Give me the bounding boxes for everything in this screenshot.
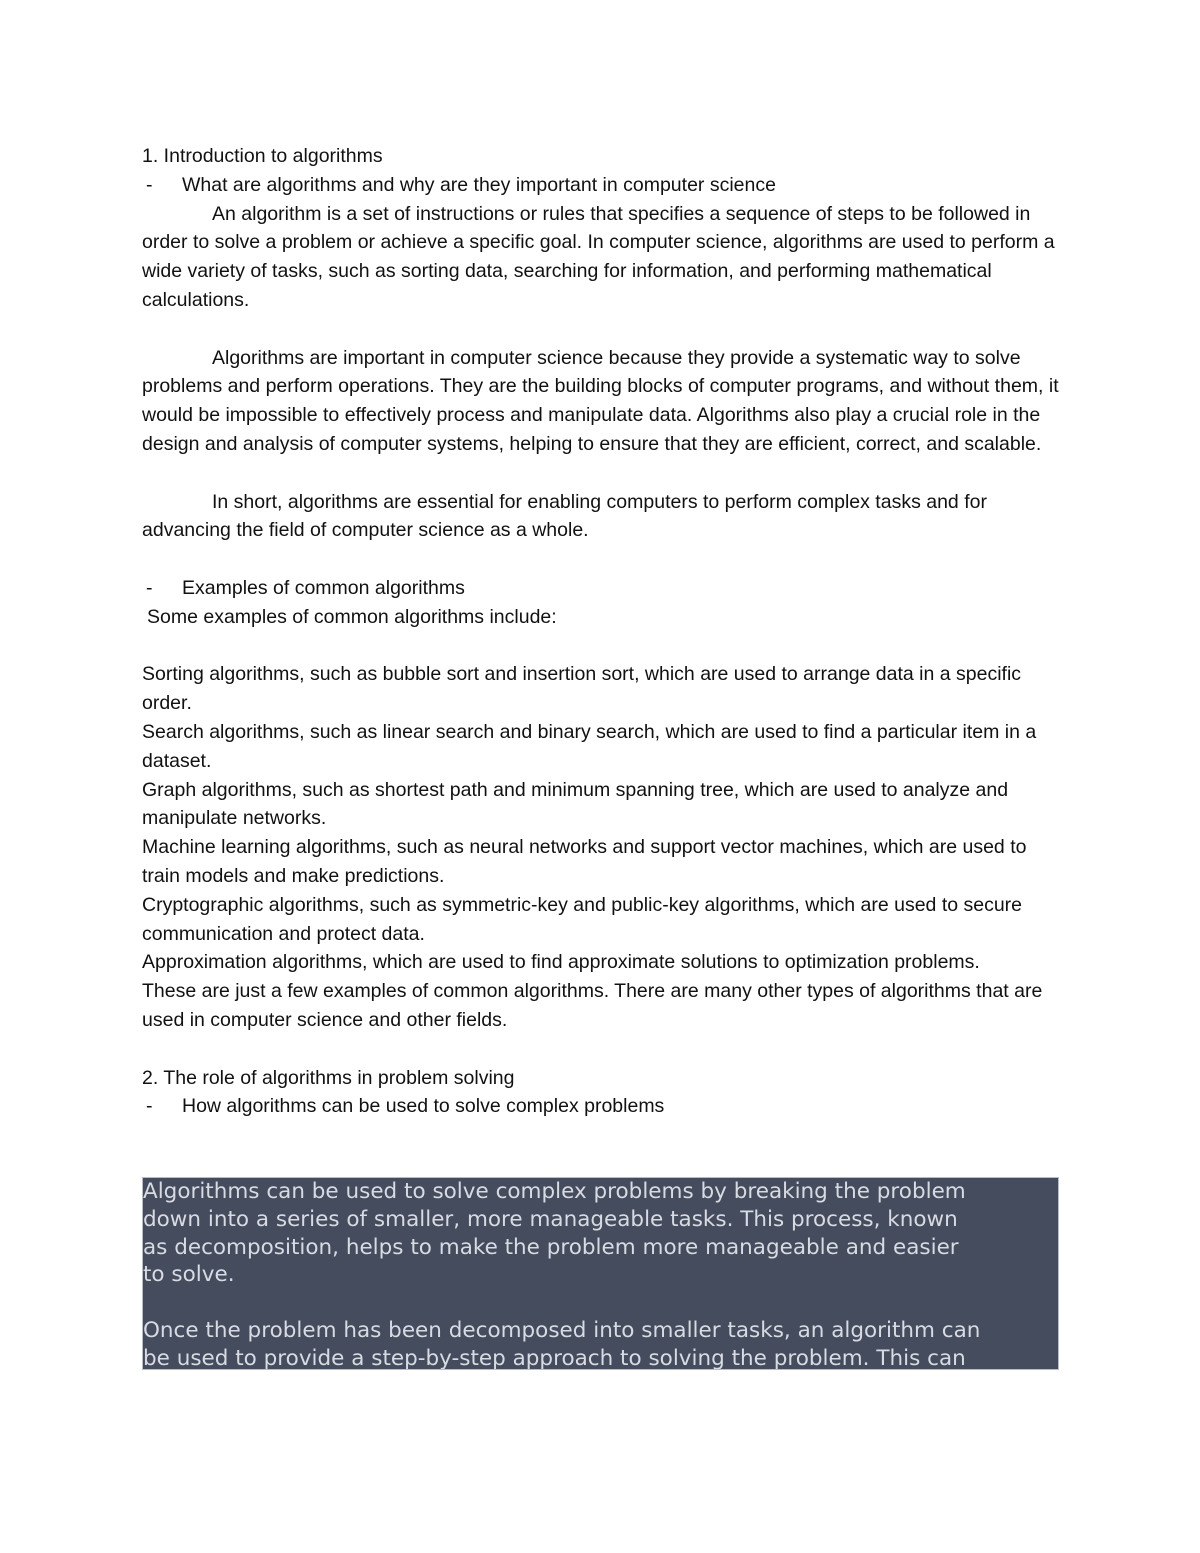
bullet-dash: - <box>146 1095 153 1118</box>
highlighted-text-block[interactable] <box>142 1177 1059 1370</box>
example-item: Sorting algorithms, such as bubble sort and insertion sort, which are used to arrange data in a specific order. <box>142 663 1022 715</box>
example-item: Cryptographic algorithms, such as symmetric-key and public-key algorithms, which are used to secure communication and protect data. <box>142 893 1023 945</box>
bullet-dash: - <box>146 576 153 599</box>
highlight-line: to solve. <box>143 1262 235 1288</box>
section-1-heading: 1. Introduction to algorithms <box>142 145 383 167</box>
examples-intro: Some examples of common algorithms include: <box>147 605 557 628</box>
highlight-line: down into a series of smaller, more manageable tasks. This process, known <box>143 1206 958 1232</box>
highlight-line: be used to provide a step-by-step approach to solving the problem. This can <box>143 1345 966 1370</box>
spacer <box>142 459 1062 488</box>
bullet-text: How algorithms can be used to solve complex problems <box>182 1095 665 1118</box>
paragraph-summary: In short, algorithms are essential for enabling computers to perform complex tasks and for advancing the field of computer science as a whole. <box>142 490 987 542</box>
section-1-bullet-examples <box>142 574 1062 603</box>
paragraph-importance: Algorithms are important in computer science because they provide a systematic way to solve problems and perform operations. They are the building blocks of computer programs, and without them, it would be impossible to effectively process and manipulate data. Algorithms also play a crucial role in the design and analysis of computer systems, helping to ensure that they are efficient, correct, and scalable. <box>142 346 1059 455</box>
highlight-blank-line <box>143 1289 1058 1317</box>
paragraph-definition: An algorithm is a set of instructions or rules that specifies a sequence of steps to be followed in order to solve a problem or achieve a specific goal. In computer science, algorithms are used to perform a wide variety of tasks, such as sorting data, searching for information, and performing mathematical calculations. <box>142 202 1055 311</box>
highlight-line: Once the problem has been decomposed into smaller tasks, an algorithm can <box>143 1317 981 1343</box>
section-2-heading: 2. The role of algorithms in problem solving <box>142 1066 515 1089</box>
spacer <box>142 1035 1062 1064</box>
highlight-line: as decomposition, helps to make the problem more manageable and easier <box>143 1234 959 1260</box>
section-2-bullet-complex-problems <box>142 1092 1062 1121</box>
bullet-text: What are algorithms and why are they important in computer science <box>182 173 776 196</box>
example-item: Graph algorithms, such as shortest path and minimum spanning tree, which are used to analyze and manipulate networks. <box>142 778 1009 830</box>
spacer <box>142 315 1062 344</box>
example-item: Approximation algorithms, which are used to find approximate solutions to optimization problems. <box>142 951 980 974</box>
spacer <box>142 545 1062 574</box>
section-1-bullet-what-are-algorithms <box>142 171 1062 200</box>
document-body <box>142 142 1062 1121</box>
highlight-line: Algorithms can be used to solve complex problems by breaking the problem <box>143 1179 966 1204</box>
examples-closing: These are just a few examples of common algorithms. There are many other types of algorithms that are used in computer science and other fields. <box>142 980 1043 1031</box>
spacer <box>142 632 1062 661</box>
example-item: Search algorithms, such as linear search and binary search, which are used to find a particular item in a dataset. <box>142 720 1037 772</box>
example-item: Machine learning algorithms, such as neural networks and support vector machines, which are used to train models and make predictions. <box>142 836 1027 887</box>
bullet-dash: - <box>146 173 153 196</box>
bullet-text: Examples of common algorithms <box>182 576 465 599</box>
